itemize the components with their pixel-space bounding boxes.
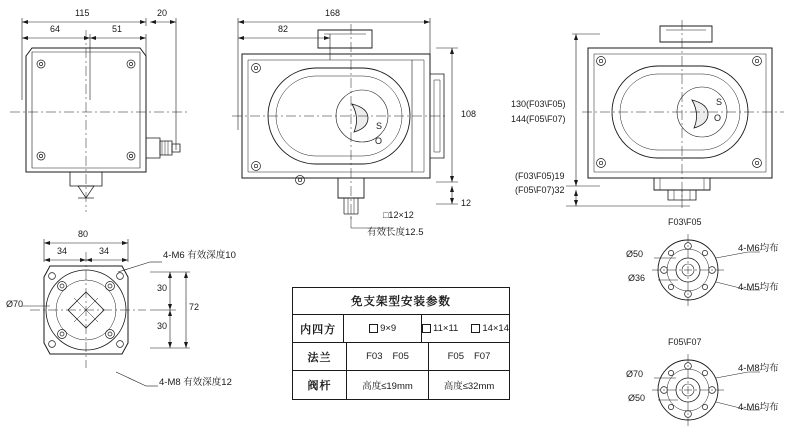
dim-plate-dia70: Ø70	[6, 299, 24, 309]
note-4-m8-depth12: 4-M8 有效深度12	[159, 377, 232, 388]
flange2-dia-50: Ø50	[628, 393, 646, 403]
dim-left-51: 51	[112, 24, 123, 34]
table-row	[293, 315, 509, 343]
dim-plate-30b: 30	[157, 321, 168, 331]
cell-square-9x9: 9×9	[344, 315, 422, 342]
table-title: 免支架型安装参数	[351, 296, 451, 308]
dim-right-stem-19: (F03\F05)19	[515, 171, 565, 181]
dial-mark-s-right: S	[716, 97, 723, 107]
flange1-note-m6: 4-M6均布	[738, 243, 779, 254]
cell-stem-col2: 高度≤32mm	[443, 381, 495, 392]
dial-mark-s-front: S	[376, 121, 383, 131]
flange-f05-f07-title: F05\F07	[668, 337, 702, 347]
note-4-m6-depth10: 4-M6 有效深度10	[163, 250, 236, 261]
dim-front-168: 168	[325, 8, 341, 18]
flange2-note-m8: 4-M8均布	[738, 363, 779, 374]
row-label-inner-square: 内四方	[293, 315, 344, 342]
dim-front-82: 82	[278, 24, 289, 34]
cell-flange-col1: F03 F05	[347, 343, 429, 370]
dim-plate-80: 80	[78, 229, 89, 239]
mounting-parameter-table	[292, 287, 510, 400]
flange1-dia-50: Ø50	[626, 249, 644, 259]
dim-front-12: 12	[461, 198, 472, 208]
cell-square-others: 11×11 14×14	[422, 315, 509, 342]
dim-right-stem-32: (F05\F07)32	[515, 185, 565, 195]
note-effective-length: 有效长度12.5	[367, 227, 424, 238]
dial-mark-o-right: O	[714, 113, 722, 123]
flange-f03-f05-title: F03\F05	[668, 217, 702, 227]
dim-left-20: 20	[157, 8, 168, 18]
flange1-dia-36: Ø36	[628, 273, 646, 283]
table-row	[293, 371, 509, 399]
dim-left-overall-115: 115	[75, 8, 90, 18]
dim-plate-34b: 34	[99, 246, 110, 256]
checkbox-icon[interactable]	[369, 324, 378, 333]
dim-right-130: 130(F03\F05)	[511, 99, 566, 109]
flange1-note-m5: 4-M5均布	[738, 282, 779, 293]
dim-plate-30a: 30	[157, 283, 168, 293]
row-label-flange: 法兰	[293, 343, 347, 370]
dim-right-144: 144(F05\F07)	[511, 114, 566, 124]
flange2-note-m6: 4-M6均布	[738, 402, 779, 413]
dim-plate-72: 72	[189, 302, 200, 312]
checkbox-icon[interactable]	[471, 324, 480, 333]
dim-plate-34a: 34	[57, 246, 68, 256]
table-row	[293, 343, 509, 371]
dim-front-108: 108	[461, 109, 477, 119]
dim-square-drive: □12×12	[383, 210, 414, 220]
flange2-dia-70: Ø70	[626, 369, 644, 379]
checkbox-icon[interactable]	[422, 324, 431, 333]
cell-stem-col1: 高度≤19mm	[347, 371, 429, 399]
dim-left-64: 64	[50, 24, 61, 34]
dial-mark-o-front: O	[375, 136, 383, 146]
cell-flange-col2: F05 F07	[447, 351, 491, 362]
row-label-stem: 阀杆	[293, 371, 347, 399]
